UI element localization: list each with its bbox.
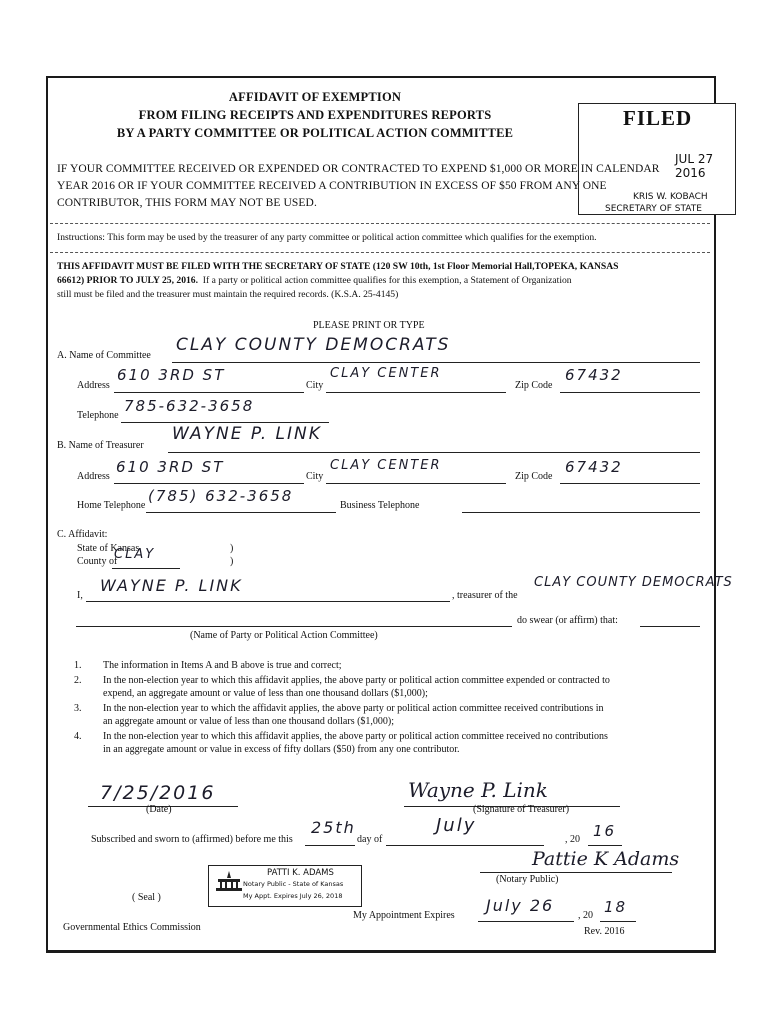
committee-name-line [172, 362, 700, 363]
filed-stamp-date: JUL 27 2016 [675, 152, 714, 180]
committee-city-line [326, 392, 506, 393]
filed-stamp-office: SECRETARY OF STATE [605, 204, 702, 214]
divider [50, 252, 710, 253]
treasurer-home-phone-value: (785) 632-3658 [148, 487, 294, 505]
treasurer-address-value: 610 3RD ST [116, 458, 225, 476]
treasurer-name-value: WAYNE P. LINK [172, 424, 322, 444]
notary-stamp-name: PATTI K. ADAMS [267, 868, 334, 878]
date-caption: (Date) [146, 804, 172, 815]
committee-caption: (Name of Party or Political Action Committee) [190, 630, 378, 641]
sworn-year: 16 [593, 822, 617, 840]
affiant-line [86, 601, 450, 602]
statement-text: The information in Items A and B above is true and correct; [103, 660, 342, 671]
filing-notice-line3: still must be filed and the treasurer must maintain the required records. (K.S.A. 25-4145) [57, 289, 399, 300]
sworn-day-line [305, 845, 355, 846]
year-prefix: , 20 [565, 834, 580, 845]
signed-date: 7/25/2016 [100, 782, 216, 804]
swear-line [640, 626, 700, 627]
affiant-label: I, [77, 590, 83, 601]
county-bracket: ) [230, 556, 234, 567]
committee-telephone-value: 785-632-3658 [124, 397, 255, 415]
treasurer-zip-line [560, 483, 700, 484]
committee-zip-label: Zip Code [515, 380, 553, 391]
appointment-year-line [600, 921, 636, 922]
warning-line3: CONTRIBUTOR, THIS FORM MAY NOT BE USED. [57, 197, 317, 209]
notary-caption: (Notary Public) [496, 874, 559, 885]
footer-revision: Rev. 2016 [584, 926, 625, 937]
appointment-year: 18 [604, 898, 628, 916]
treasurer-zip-value: 67432 [565, 458, 623, 476]
filing-deadline: 66612) PRIOR TO JULY 25, 2016. [57, 275, 198, 286]
filing-notice-line2 [57, 275, 572, 286]
treasurer-business-phone-label: Business Telephone [340, 500, 420, 511]
committee-address-value: 610 3RD ST [117, 366, 226, 384]
filed-stamp-officer: KRIS W. KOBACH [633, 192, 708, 202]
committee-telephone-line [121, 422, 329, 423]
treasurer-of-label: , treasurer of the [452, 590, 518, 601]
form-title-line2: FROM FILING RECEIPTS AND EXPENDITURES REPORTS [138, 108, 492, 122]
statement-number: 2. [74, 675, 82, 686]
notary-stamp-title: Notary Public - State of Kansas [243, 880, 344, 888]
state-bracket: ) [230, 543, 234, 554]
committee-telephone-label: Telephone [77, 410, 119, 421]
swear-label: do swear (or affirm) that: [517, 615, 618, 626]
statement-number: 3. [74, 703, 82, 714]
treasurer-name-line [168, 452, 700, 453]
committee-city-value: CLAY CENTER [330, 366, 442, 381]
county-value: CLAY [114, 547, 156, 562]
notary-stamp [208, 865, 362, 907]
treasurer-home-phone-line [146, 512, 336, 513]
notary-stamp-expiry: My Appt. Expires July 26, 2018 [243, 892, 343, 900]
treasurer-address-line [114, 483, 304, 484]
treasurer-city-value: CLAY CENTER [330, 458, 442, 473]
committee-name-label: A. Name of Committee [57, 350, 151, 361]
sworn-month: July [436, 815, 477, 836]
filing-notice-line2-rest: If a party or political action committee qualifies for this exemption, a Statement of Organization [202, 275, 572, 286]
instructions: Instructions: This form may be used by the treasurer of any party committee or political action committee which qualifies for the exemption. [57, 232, 597, 243]
appointment-label: My Appointment Expires [353, 910, 455, 921]
state-seal-icon [215, 870, 243, 892]
sworn-label: Subscribed and sworn to (affirmed) before me this [91, 834, 293, 845]
filing-notice-line1: THIS AFFIDAVIT MUST BE FILED WITH THE SECRETARY OF STATE (120 SW 10th, 1st Floor Memorial Hall,TOPEKA, KANSAS [57, 261, 619, 272]
warning-line1: IF YOUR COMMITTEE RECEIVED OR EXPENDED OR CONTRACTED TO EXPEND $1,000 OR MORE IN CALENDAR [57, 163, 660, 175]
state-label: State of Kansas [77, 543, 140, 554]
statement-text-cont: an aggregate amount or value of less than one thousand dollars ($1,000); [103, 716, 395, 727]
statement-text: In the non-election year to which this affidavit applies, the above party or political action committee expended or contracted to [103, 675, 610, 686]
sworn-day: 25th [311, 818, 356, 837]
treasurer-city-line [326, 483, 506, 484]
affidavit-label: C. Affidavit: [57, 529, 108, 540]
committee-name-value: CLAY COUNTY DEMOCRATS [176, 335, 451, 355]
treasurer-signature: Wayne P. Link [408, 778, 548, 802]
statement-text-cont: expend, an aggregate amount or value of less than one thousand dollars ($1,000); [103, 688, 428, 699]
filed-stamp [578, 103, 736, 215]
statement-number: 4. [74, 731, 82, 742]
seal-label: ( Seal ) [132, 892, 161, 903]
treasurer-address-label: Address [77, 471, 110, 482]
notary-signature-line [480, 872, 672, 873]
statement-text: In the non-election year to which the affidavit applies, the above party or political action committee received contributions in [103, 703, 604, 714]
county-label: County of [77, 556, 118, 567]
divider [50, 223, 710, 224]
treasurer-home-phone-label: Home Telephone [77, 500, 146, 511]
committee-city-label: City [306, 380, 324, 391]
signature-caption: (Signature of Treasurer) [473, 804, 570, 815]
statement-text-cont: in an aggregate amount or value in excess of fifty dollars ($50) from any one contributor. [103, 744, 460, 755]
notary-signature: Pattie K Adams [532, 848, 680, 870]
committee-name-line-2 [76, 626, 512, 627]
treasurer-zip-label: Zip Code [515, 471, 553, 482]
committee-zip-value: 67432 [565, 366, 623, 384]
warning-line2: YEAR 2016 OR IF YOUR COMMITTEE RECEIVED A CONTRIBUTION IN EXCESS OF $50 FROM ANY ONE [57, 180, 607, 192]
sworn-month-line [386, 845, 544, 846]
form-title-line3: BY A PARTY COMMITTEE OR POLITICAL ACTION COMMITTEE [116, 126, 514, 140]
filed-stamp-label: FILED [623, 106, 693, 130]
appointment-date-line [478, 921, 574, 922]
form-title-line1: AFFIDAVIT OF EXEMPTION [228, 90, 402, 104]
treasurer-name-label: B. Name of Treasurer [57, 440, 144, 451]
committee-zip-line [560, 392, 700, 393]
statement-text: In the non-election year to which this affidavit applies, the above party or political action committee received no contributions [103, 731, 608, 742]
footer-commission: Governmental Ethics Commission [63, 922, 201, 933]
county-line [112, 568, 180, 569]
statement-number: 1. [74, 660, 82, 671]
committee-address-line [114, 392, 304, 393]
appointment-date: July 26 [486, 896, 555, 915]
appointment-year-prefix: , 20 [578, 910, 593, 921]
sworn-year-line [588, 845, 622, 846]
day-of-label: day of [357, 834, 383, 845]
committee-address-label: Address [77, 380, 110, 391]
affidavit-committee-value: CLAY COUNTY DEMOCRATS [534, 575, 733, 590]
treasurer-city-label: City [306, 471, 324, 482]
treasurer-business-phone-line [462, 512, 700, 513]
print-or-type: PLEASE PRINT OR TYPE [313, 320, 425, 331]
affiant-name: WAYNE P. LINK [100, 576, 243, 595]
